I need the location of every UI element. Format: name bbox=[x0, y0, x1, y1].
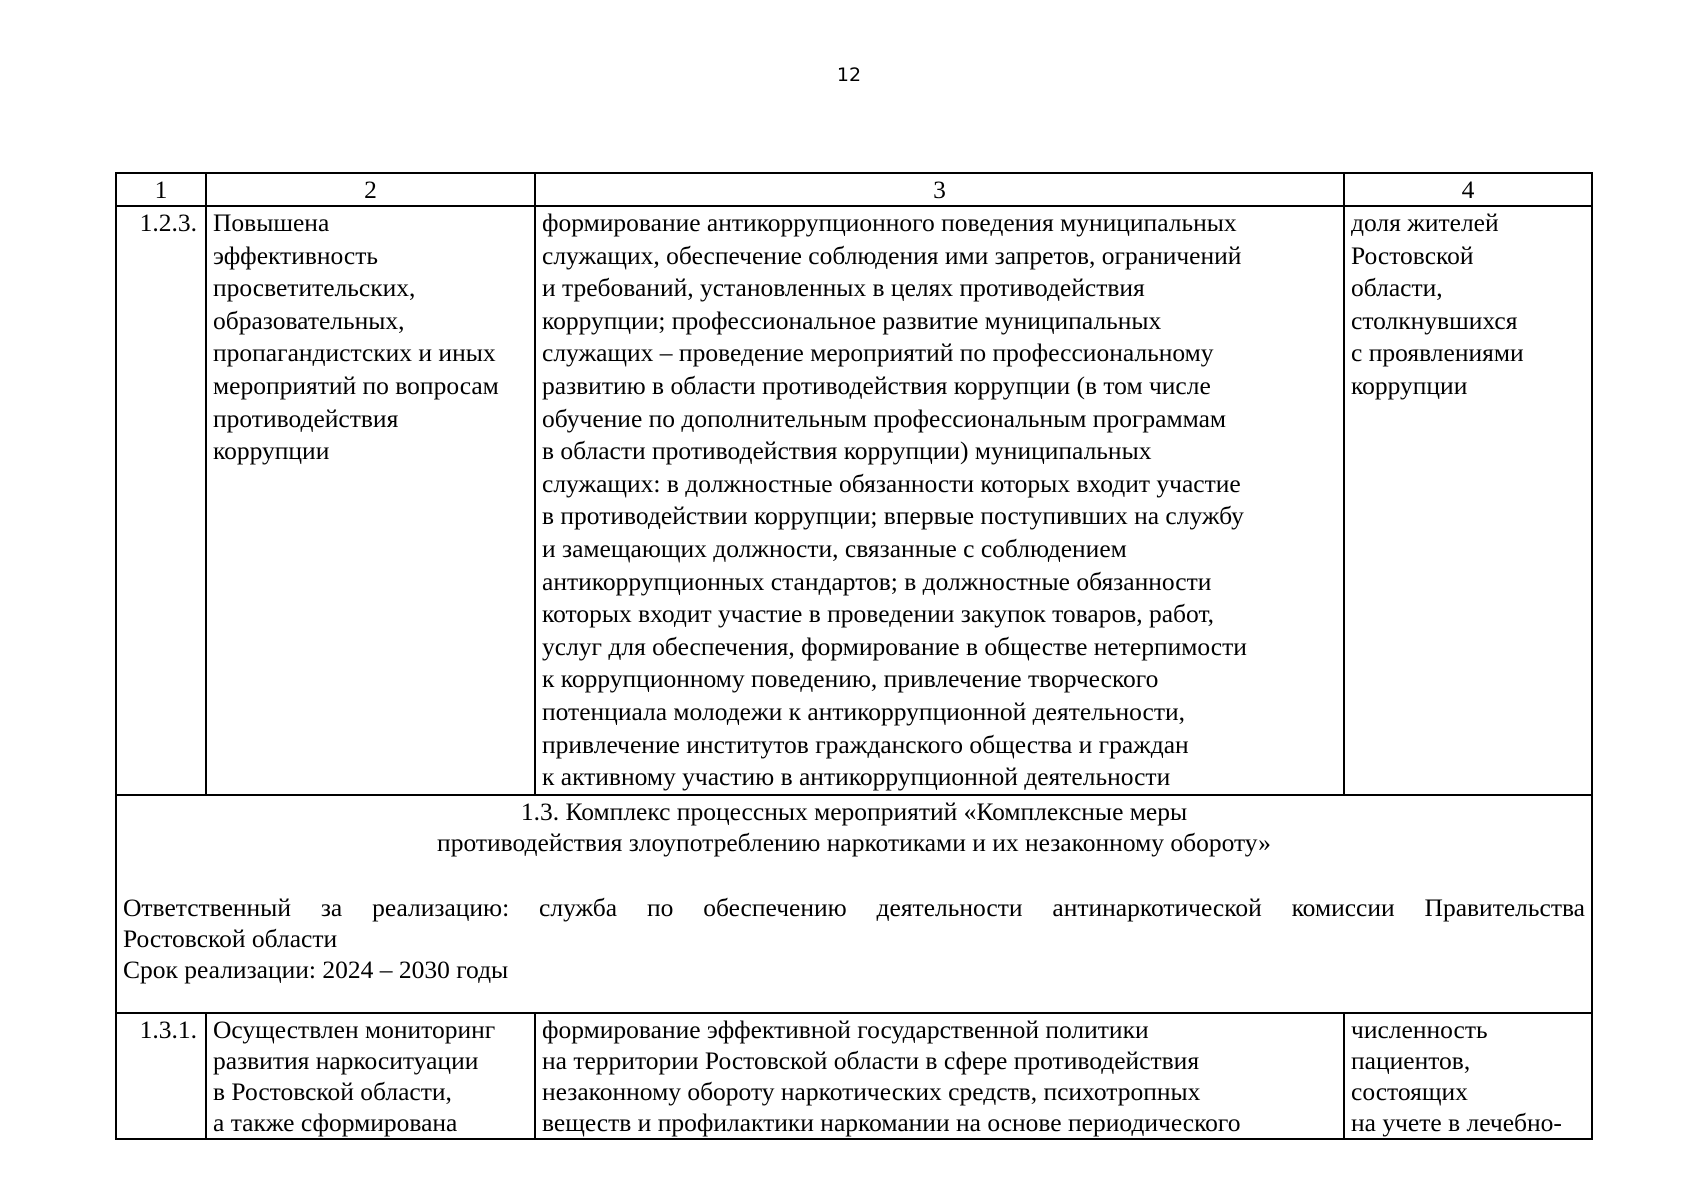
text-line: эффективность bbox=[213, 240, 379, 270]
section-header bbox=[116, 795, 1592, 1013]
column-header-2: 2 bbox=[206, 173, 535, 206]
text-line: коррупции bbox=[213, 436, 330, 466]
column-header-3: 3 bbox=[535, 173, 1344, 206]
text-line: потенциала молодежи к антикоррупционной деятельности, bbox=[542, 696, 1186, 726]
effect-description bbox=[535, 206, 1344, 795]
text-line: к активному участию в антикоррупционной деятельности bbox=[542, 762, 1171, 792]
table-row bbox=[116, 206, 1592, 795]
section-row bbox=[116, 795, 1592, 1013]
section-spacer bbox=[123, 858, 1585, 892]
section-title bbox=[123, 796, 1585, 858]
text-line: незаконному обороту наркотических средств, психотропных bbox=[542, 1076, 1201, 1106]
text-line: в Ростовской области, bbox=[213, 1076, 452, 1106]
text-line: на учете в лечебно- bbox=[1351, 1107, 1562, 1137]
text-line: услуг для обеспечения, формирование в обществе нетерпимости bbox=[542, 631, 1247, 661]
text-line: веществ и профилактики наркомании на основе периодического bbox=[542, 1107, 1241, 1137]
text-line: а также сформирована bbox=[213, 1107, 458, 1137]
text-line: столкнувшихся bbox=[1351, 305, 1518, 335]
text-line: просветительских, bbox=[213, 273, 416, 303]
text-line: служащих, обеспечение соблюдения ими запретов, ограничений bbox=[542, 240, 1242, 270]
text-line: Ростовской bbox=[1351, 240, 1474, 270]
text-line: образовательных, bbox=[213, 305, 405, 335]
text-line: развития наркоситуации bbox=[213, 1045, 479, 1075]
text-line: в противодействии коррупции; впервые поступивших на службу bbox=[542, 501, 1244, 531]
section-title-line: 1.3. Комплекс процессных мероприятий «Комплексные меры bbox=[520, 796, 1188, 826]
implementation-term: Срок реализации: 2024 – 2030 годы bbox=[123, 954, 509, 984]
program-table bbox=[115, 172, 1593, 1140]
text-line: антикоррупционных стандартов; в должностные обязанности bbox=[542, 566, 1212, 596]
text-line: формирование антикоррупционного поведения муниципальных bbox=[542, 208, 1237, 237]
responsible-text: Ответственный за реализацию: служба по обеспечению деятельности антинаркотической комиссии Правительства bbox=[123, 892, 1585, 922]
column-header-1: 1 bbox=[116, 173, 206, 206]
text-line: обучение по дополнительным профессиональным программам bbox=[542, 403, 1227, 433]
indicator-description bbox=[1344, 206, 1592, 795]
responsible-text: Ростовской области bbox=[123, 923, 338, 953]
text-line: развитию в области противодействия коррупции (в том числе bbox=[542, 370, 1211, 400]
row-number: 1.3.1. bbox=[116, 1013, 206, 1139]
table-header-row bbox=[116, 173, 1592, 206]
text-line: состоящих bbox=[1351, 1076, 1468, 1106]
text-line: и требований, установленных в целях противодействия bbox=[542, 273, 1145, 303]
text-line: в области противодействия коррупции) муниципальных bbox=[542, 436, 1152, 466]
text-line: Осуществлен мониторинг bbox=[213, 1014, 496, 1044]
text-line: области, bbox=[1351, 273, 1443, 303]
row-number: 1.2.3. bbox=[116, 206, 206, 795]
text-line: и замещающих должности, связанные с соблюдением bbox=[542, 533, 1127, 563]
text-line: служащих – проведение мероприятий по профессиональному bbox=[542, 338, 1214, 368]
table-row bbox=[116, 1013, 1592, 1139]
text-line: с проявлениями bbox=[1351, 338, 1524, 368]
text-line: к коррупционному поведению, привлечение творческого bbox=[542, 664, 1159, 694]
text-line: привлечение институтов гражданского общества и граждан bbox=[542, 729, 1189, 759]
indicator-description bbox=[1344, 1013, 1592, 1139]
text-line: коррупции; профессиональное развитие муниципальных bbox=[542, 305, 1162, 335]
text-line: пациентов, bbox=[1351, 1045, 1471, 1075]
section-title-line: противодействия злоупотреблению наркотиками и их незаконному обороту» bbox=[437, 827, 1271, 857]
text-line: на территории Ростовской области в сфере противодействия bbox=[542, 1045, 1200, 1075]
result-description bbox=[206, 206, 535, 795]
text-line: численность bbox=[1351, 1014, 1488, 1044]
result-description bbox=[206, 1013, 535, 1139]
effect-description bbox=[535, 1013, 1344, 1139]
page-number: 12 bbox=[836, 64, 862, 86]
text-line: коррупции bbox=[1351, 370, 1468, 400]
text-line: доля жителей bbox=[1351, 208, 1499, 237]
text-line: пропагандистских и иных bbox=[213, 338, 496, 368]
column-header-4: 4 bbox=[1344, 173, 1592, 206]
text-line: служащих: в должностные обязанности которых входит участие bbox=[542, 468, 1241, 498]
text-line: Повышена bbox=[213, 208, 330, 237]
text-line: которых входит участие в проведении закупок товаров, работ, bbox=[542, 599, 1215, 629]
text-line: формирование эффективной государственной политики bbox=[542, 1014, 1149, 1044]
text-line: противодействия bbox=[213, 403, 399, 433]
text-line: мероприятий по вопросам bbox=[213, 370, 499, 400]
